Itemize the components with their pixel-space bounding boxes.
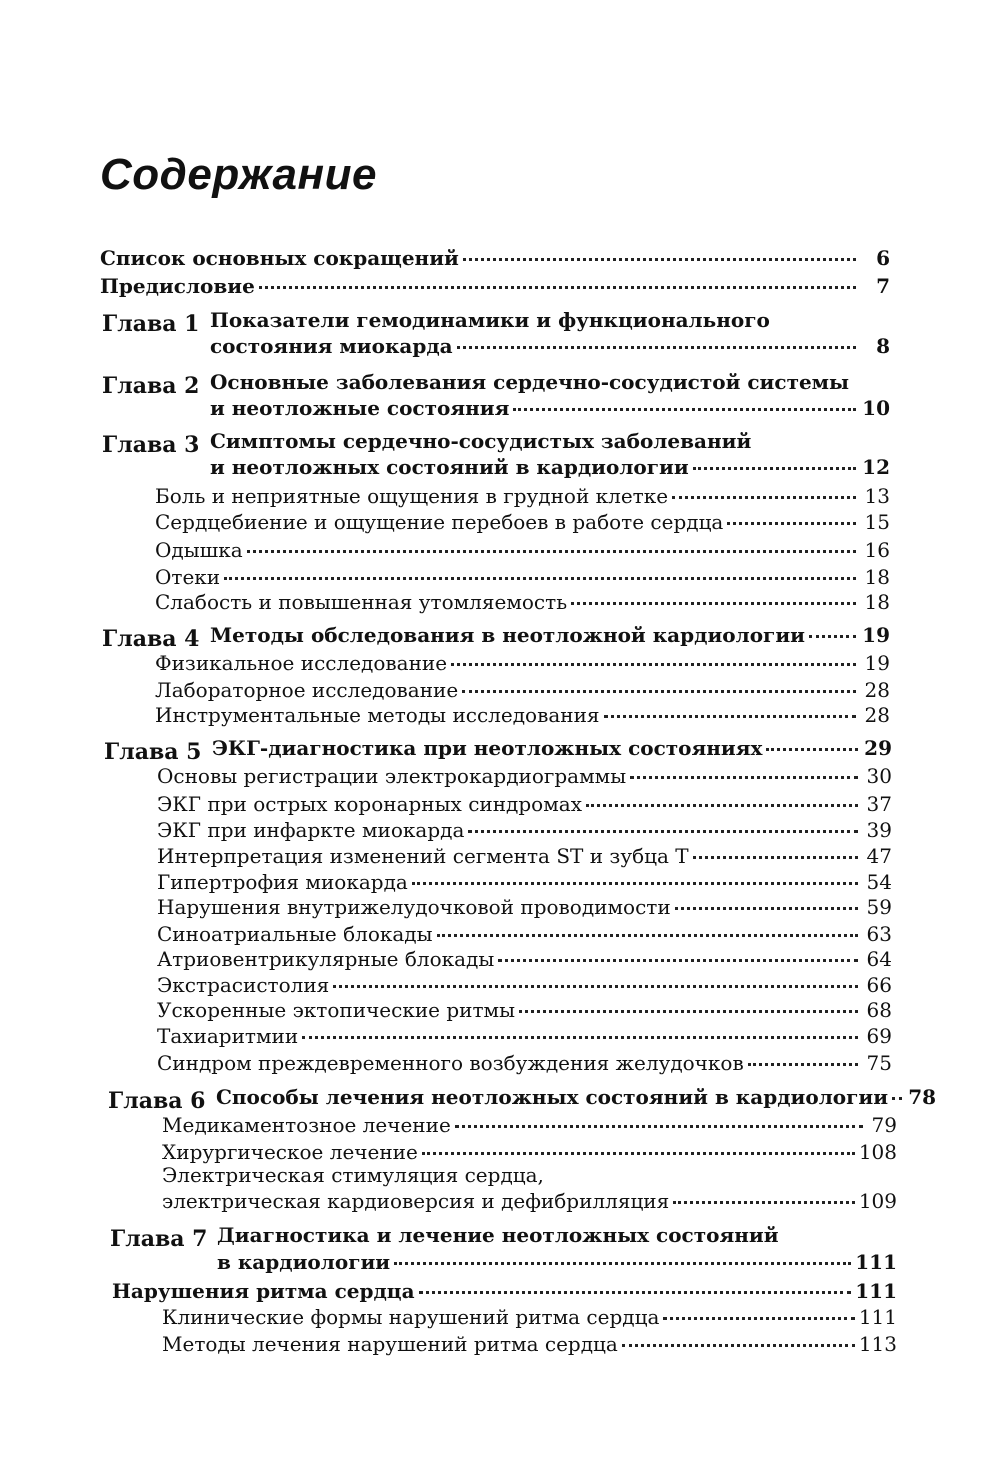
toc-subentry[interactable] bbox=[155, 537, 890, 563]
toc-page-number: 12 bbox=[862, 455, 890, 479]
toc-subentry[interactable] bbox=[157, 894, 892, 920]
dot-leader bbox=[727, 522, 856, 525]
toc-entry-text: Интерпретация изменений сегмента ST и зубца Т bbox=[157, 844, 689, 868]
toc-page-number: 109 bbox=[858, 1189, 897, 1213]
dot-leader bbox=[455, 1125, 863, 1128]
dot-leader bbox=[571, 602, 856, 605]
toc-page-number: 6 bbox=[876, 246, 890, 270]
toc-subentry[interactable] bbox=[157, 791, 892, 817]
chapter-5-title: ЭКГ-диагностика при неотложных состояниях bbox=[212, 736, 763, 760]
dot-leader bbox=[809, 635, 856, 638]
toc-subentry[interactable] bbox=[157, 869, 892, 895]
dot-leader bbox=[259, 286, 856, 289]
toc-subentry[interactable] bbox=[157, 763, 892, 789]
chapter-6-entry[interactable] bbox=[216, 1084, 937, 1110]
dot-leader bbox=[302, 1036, 858, 1039]
toc-page-number: 54 bbox=[866, 870, 892, 894]
chapter-2-label: Глава 2 bbox=[102, 373, 200, 399]
toc-entry-text: Основы регистрации электрокардиограммы bbox=[157, 764, 627, 788]
dot-leader bbox=[451, 663, 856, 666]
dot-leader bbox=[462, 690, 856, 693]
dot-leader bbox=[748, 1063, 858, 1066]
toc-entry-text: Нарушения ритма сердца bbox=[112, 1279, 415, 1303]
toc-entry-text: ЭКГ при острых коронарных синдромах bbox=[157, 792, 582, 816]
chapter-7-label: Глава 7 bbox=[110, 1226, 208, 1252]
toc-entry-abbreviations[interactable] bbox=[100, 245, 890, 271]
toc-entry-text: Клинические формы нарушений ритма сердца bbox=[162, 1305, 660, 1329]
dot-leader bbox=[630, 776, 858, 779]
toc-subentry[interactable] bbox=[157, 921, 892, 947]
toc-entry-text: Синдром преждевременного возбуждения желудочков bbox=[157, 1051, 744, 1075]
toc-entry-text: Слабость и повышенная утомляемость bbox=[155, 590, 568, 614]
chapter-1-entry[interactable] bbox=[210, 333, 890, 359]
toc-entry-text: Экстрасистолия bbox=[157, 973, 330, 997]
toc-entry-text: Лабораторное исследование bbox=[155, 678, 459, 702]
dot-leader bbox=[675, 907, 858, 910]
chapter-5-label: Глава 5 bbox=[104, 739, 202, 765]
toc-subentry[interactable] bbox=[157, 1050, 892, 1076]
chapter-1-title-line2: состояния миокарда bbox=[210, 334, 453, 358]
toc-subentry[interactable] bbox=[155, 677, 890, 703]
dot-leader bbox=[224, 577, 856, 580]
chapter-6-title: Способы лечения неотложных состояний в кардиологии bbox=[216, 1085, 889, 1109]
toc-entry-text: Медикаментозное лечение bbox=[162, 1113, 451, 1137]
dot-leader bbox=[468, 830, 858, 833]
toc-page-number: 108 bbox=[858, 1140, 897, 1164]
toc-page-number: 75 bbox=[866, 1051, 892, 1075]
toc-page-number: 10 bbox=[862, 396, 890, 420]
toc-entry-text: Инструментальные методы исследования bbox=[155, 703, 600, 727]
toc-subentry[interactable] bbox=[157, 946, 892, 972]
chapter-4-entry[interactable] bbox=[210, 622, 890, 648]
toc-page-number: 16 bbox=[864, 538, 890, 562]
dot-leader bbox=[693, 467, 856, 470]
chapter-1-label: Глава 1 bbox=[102, 311, 200, 337]
toc-page-number: 66 bbox=[866, 973, 892, 997]
toc-subentry-line1[interactable]: Электрическая стимуляция сердца, bbox=[162, 1163, 544, 1187]
dot-leader bbox=[513, 408, 856, 411]
toc-page-number: 7 bbox=[876, 274, 890, 298]
toc-page-number: 68 bbox=[866, 998, 892, 1022]
dot-leader bbox=[693, 856, 858, 859]
toc-subentry[interactable] bbox=[155, 483, 890, 509]
toc-page-number: 111 bbox=[855, 1250, 897, 1274]
toc-entry-text: Хирургическое лечение bbox=[162, 1140, 418, 1164]
chapter-3-title-line2: и неотложных состояний в кардиологии bbox=[210, 455, 689, 479]
chapter-2-title-line2: и неотложные состояния bbox=[210, 396, 510, 420]
toc-page-number: 18 bbox=[864, 590, 890, 614]
dot-leader bbox=[498, 959, 858, 962]
toc-subentry[interactable] bbox=[162, 1112, 897, 1138]
dot-leader bbox=[457, 346, 856, 349]
toc-entry-text: ЭКГ при инфаркте миокарда bbox=[157, 818, 465, 842]
dot-leader bbox=[419, 1291, 852, 1294]
toc-subentry[interactable] bbox=[155, 589, 890, 615]
toc-entry-text: Ускоренные эктопические ритмы bbox=[157, 998, 516, 1022]
toc-entry-preface[interactable] bbox=[100, 273, 890, 299]
toc-page-number: 69 bbox=[866, 1024, 892, 1048]
toc-entry-text: Физикальное исследование bbox=[155, 651, 448, 675]
toc-entry-text: электрическая кардиоверсия и дефибрилляция bbox=[162, 1189, 670, 1213]
toc-page-number: 18 bbox=[864, 565, 890, 589]
toc-entry-text: Атриовентрикулярные блокады bbox=[157, 947, 495, 971]
dot-leader bbox=[519, 1010, 858, 1013]
toc-page-number: 39 bbox=[866, 818, 892, 842]
toc-subentry[interactable] bbox=[157, 997, 892, 1023]
chapter-4-title: Методы обследования в неотложной кардиологии bbox=[210, 623, 805, 647]
toc-page-number: 47 bbox=[866, 844, 892, 868]
toc-entry-text: Одышка bbox=[155, 538, 243, 562]
toc-entry-text: Список основных сокращений bbox=[100, 246, 459, 270]
chapter-6-label: Глава 6 bbox=[108, 1088, 206, 1114]
dot-leader bbox=[604, 715, 856, 718]
toc-page-number: 29 bbox=[864, 736, 892, 760]
chapter-3-label: Глава 3 bbox=[102, 432, 200, 458]
chapter-7-entry[interactable] bbox=[217, 1249, 897, 1275]
chapter-7-title-line2: в кардиологии bbox=[217, 1250, 391, 1274]
dot-leader bbox=[892, 1097, 902, 1100]
toc-page-number: 113 bbox=[858, 1332, 897, 1356]
toc-subentry[interactable] bbox=[162, 1188, 897, 1214]
toc-page-number: 19 bbox=[862, 623, 890, 647]
toc-page-number: 8 bbox=[876, 334, 890, 358]
toc-page-number: 28 bbox=[864, 703, 890, 727]
toc-page-number: 15 bbox=[864, 510, 890, 534]
toc-entry-text: Синоатриальные блокады bbox=[157, 922, 433, 946]
dot-leader bbox=[437, 934, 858, 937]
toc-page-number: 37 bbox=[866, 792, 892, 816]
toc-entry-text: Тахиаритмии bbox=[157, 1024, 299, 1048]
dot-leader bbox=[586, 804, 858, 807]
toc-page-number: 79 bbox=[871, 1113, 897, 1137]
toc-page-number: 59 bbox=[866, 895, 892, 919]
toc-subentry[interactable] bbox=[157, 843, 892, 869]
dot-leader bbox=[663, 1317, 854, 1320]
toc-page-number: 64 bbox=[866, 947, 892, 971]
toc-entry-rhythm-disorders[interactable] bbox=[112, 1278, 897, 1304]
toc-page-number: 111 bbox=[855, 1279, 897, 1303]
toc-page-number: 78 bbox=[908, 1085, 937, 1109]
chapter-2-title-line1[interactable]: Основные заболевания сердечно-сосудистой системы bbox=[210, 370, 850, 394]
chapter-1-title-line1[interactable]: Показатели гемодинамики и функционального bbox=[210, 308, 770, 332]
toc-entry-text: Сердцебиение и ощущение перебоев в работе сердца bbox=[155, 510, 724, 534]
chapter-5-entry[interactable] bbox=[212, 735, 892, 761]
toc-subentry[interactable] bbox=[162, 1331, 897, 1357]
dot-leader bbox=[766, 748, 858, 751]
toc-entry-text: Отеки bbox=[155, 565, 221, 589]
toc-page-number: 28 bbox=[864, 678, 890, 702]
dot-leader bbox=[673, 1201, 855, 1204]
dot-leader bbox=[672, 496, 856, 499]
toc-page-number: 19 bbox=[864, 651, 890, 675]
toc-page-number: 63 bbox=[866, 922, 892, 946]
toc-page-number: 30 bbox=[866, 764, 892, 788]
toc-subentry[interactable] bbox=[155, 702, 890, 728]
toc-subentry[interactable] bbox=[155, 509, 890, 535]
dot-leader bbox=[622, 1344, 855, 1347]
chapter-4-label: Глава 4 bbox=[102, 626, 200, 652]
dot-leader bbox=[463, 258, 856, 261]
toc-subentry[interactable] bbox=[155, 650, 890, 676]
toc-subentry[interactable] bbox=[157, 1023, 892, 1049]
toc-subentry[interactable] bbox=[162, 1304, 897, 1330]
toc-entry-text: Методы лечения нарушений ритма сердца bbox=[162, 1332, 618, 1356]
toc-subentry[interactable] bbox=[155, 564, 890, 590]
dot-leader bbox=[422, 1152, 855, 1155]
toc-entry-text: Гипертрофия миокарда bbox=[157, 870, 408, 894]
dot-leader bbox=[333, 985, 858, 988]
dot-leader bbox=[247, 550, 856, 553]
chapter-3-title-line1[interactable]: Симптомы сердечно-сосудистых заболеваний bbox=[210, 429, 752, 453]
toc-page-number: 13 bbox=[864, 484, 890, 508]
chapter-3-entry[interactable] bbox=[210, 454, 890, 480]
toc-subentry[interactable] bbox=[157, 972, 892, 998]
toc-entry-text: Боль и неприятные ощущения в грудной клетке bbox=[155, 484, 669, 508]
chapter-2-entry[interactable] bbox=[210, 395, 890, 421]
page-title: Содержание bbox=[100, 150, 377, 199]
chapter-7-title-line1[interactable]: Диагностика и лечение неотложных состояний bbox=[217, 1223, 779, 1247]
dot-leader bbox=[412, 882, 858, 885]
toc-page-number: 111 bbox=[858, 1305, 897, 1329]
toc-entry-text: Предисловие bbox=[100, 274, 255, 298]
toc-entry-text: Нарушения внутрижелудочковой проводимости bbox=[157, 895, 671, 919]
toc-subentry[interactable] bbox=[157, 817, 892, 843]
dot-leader bbox=[394, 1262, 851, 1265]
